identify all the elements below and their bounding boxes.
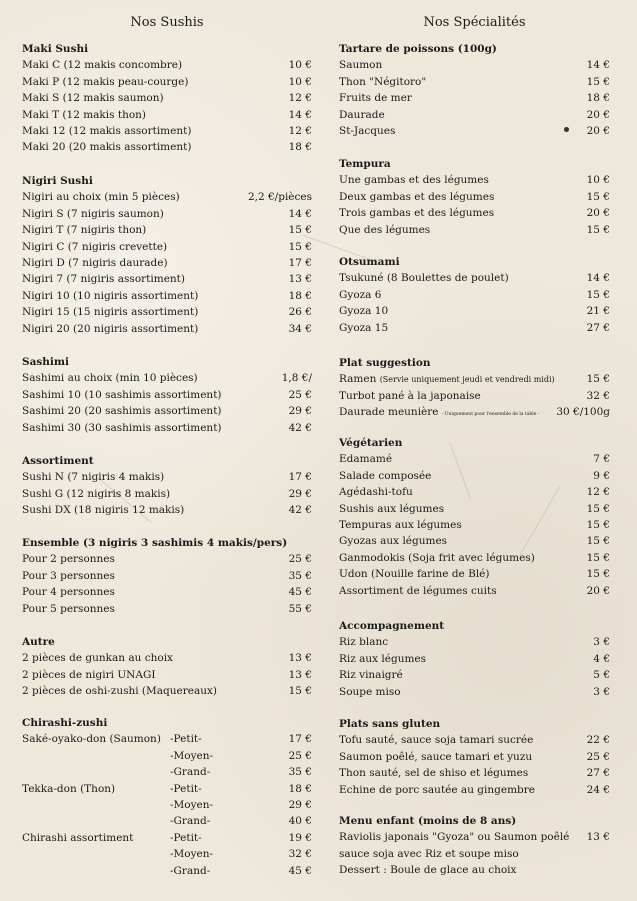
menu-item (22, 731, 312, 747)
item-size: -Moyen- (170, 798, 214, 811)
item-price: 27 € (586, 767, 610, 780)
menu-item (22, 90, 312, 106)
item-price: 45 € (288, 864, 312, 877)
item-name: Pour 5 personnes (22, 602, 115, 615)
item-name: Gyoza 15 (339, 321, 389, 334)
section-title: Nigiri Sushi (22, 175, 93, 187)
item-price: 25 € (288, 749, 312, 762)
item-price: 29 € (288, 798, 312, 811)
item-name: Riz blanc (339, 636, 389, 649)
item-price: 25 € (288, 553, 312, 566)
item-price: 15 € (586, 568, 610, 581)
item-price: 34 € (288, 322, 312, 335)
item-name: Trois gambas et des légumes (339, 207, 495, 220)
menu-item (339, 550, 610, 566)
menu-item (22, 239, 312, 255)
section-title: Assortiment (22, 455, 94, 467)
item-name: Riz vinaigré (339, 669, 403, 682)
item-name: Une gambas et des légumes (339, 174, 489, 187)
menu-section (339, 813, 610, 879)
item-price: 17 € (288, 733, 312, 746)
item-price: 40 € (288, 815, 312, 828)
menu-item (22, 830, 312, 846)
item-name: Tsukuné (8 Boulettes de poulet) (339, 272, 509, 285)
item-name: Riz aux légumes (339, 652, 427, 665)
menu-item (339, 765, 610, 781)
item-price: 10 € (586, 174, 610, 187)
menu-item (22, 271, 312, 287)
item-name: Maki P (12 makis peau-courge) (22, 75, 189, 88)
menu-item (339, 484, 610, 500)
item-price: 3 € (593, 636, 610, 649)
item-name: Sushi G (12 nigiris 8 makis) (22, 487, 171, 500)
item-price: 15 € (586, 190, 610, 203)
menu-section (22, 453, 312, 519)
item-name: Tekka-don (Thon) (22, 782, 116, 795)
menu-section (22, 715, 312, 879)
item-name: Deux gambas et des légumes (339, 190, 495, 203)
menu-section (339, 156, 610, 238)
section-title: Maki Sushi (22, 43, 89, 55)
section-title: Chirashi-zushi (22, 717, 108, 729)
menu-item (339, 404, 610, 420)
item-price: 15 € (586, 551, 610, 564)
item-price: 2,2 €/pièces (247, 191, 312, 204)
menu-item (339, 862, 610, 878)
item-name: Gyoza 6 (339, 288, 382, 301)
item-name: 2 pièces de oshi-zushi (Maquereaux) (22, 685, 218, 698)
menu-item (22, 764, 312, 780)
menu-item (339, 74, 610, 90)
item-price: 13 € (288, 668, 312, 681)
menu-item (339, 303, 610, 319)
menu-item (339, 684, 610, 700)
menu-section (22, 634, 312, 700)
menu-item (22, 551, 312, 567)
section-title: Végétarien (339, 437, 403, 449)
menu-item (22, 255, 312, 271)
menu-item (339, 270, 610, 286)
menu-item (339, 749, 610, 765)
item-name: Nigiri 10 (10 nigiris assortiment) (22, 289, 199, 302)
section-title: Menu enfant (moins de 8 ans) (339, 815, 517, 827)
item-note: (Servie uniquement jeudi et vendredi midi) (379, 375, 555, 385)
item-name: Pour 3 personnes (22, 569, 115, 582)
item-price: 15 € (586, 288, 610, 301)
menu-item (339, 222, 610, 238)
item-name: Sushi DX (18 nigiris 12 makis) (22, 504, 185, 517)
item-price: 12 € (586, 486, 610, 499)
item-note: - Uniquement pour l'ensemble de la table - (441, 412, 540, 418)
menu-section (339, 435, 610, 599)
item-price: 9 € (593, 469, 610, 482)
item-price: 27 € (586, 321, 610, 334)
menu-item (339, 829, 610, 845)
menu-item (339, 566, 610, 582)
menu-item (22, 403, 312, 419)
menu-item (339, 583, 610, 599)
item-price: 32 € (288, 848, 312, 861)
item-name: Saké-oyako-don (Saumon) (22, 733, 161, 746)
item-name: Tempuras aux légumes (339, 518, 462, 531)
item-size: -Petit- (170, 733, 202, 746)
menu-item (22, 797, 312, 813)
item-price: 5 € (593, 669, 610, 682)
menu-item (339, 517, 610, 533)
item-name: 2 pièces de gunkan au choix (22, 652, 173, 665)
item-name: sauce soja avec Riz et soupe miso (339, 847, 519, 860)
menu-section (339, 355, 610, 421)
menu-item (339, 388, 610, 404)
section-title: Tartare de poissons (100g) (339, 43, 497, 55)
menu-item (22, 139, 312, 155)
menu-item (22, 683, 312, 699)
item-name: Dessert : Boule de glace au choix (339, 864, 517, 877)
item-price: 18 € (586, 92, 610, 105)
menu-item (22, 123, 312, 139)
item-name: Edamamé (339, 453, 393, 466)
menu-item (339, 667, 610, 683)
item-name: Nigiri 15 (15 nigiris assortiment) (22, 306, 199, 319)
menu-item (339, 205, 610, 221)
item-name: Assortiment de légumes cuits (339, 584, 497, 597)
item-price: 13 € (288, 273, 312, 286)
menu-item (22, 650, 312, 666)
menu-item (22, 57, 312, 73)
item-price: 22 € (586, 734, 610, 747)
section-title: Autre (22, 636, 55, 648)
item-name: Thon "Négitoro" (339, 75, 427, 88)
menu-item (22, 781, 312, 797)
item-price: 19 € (288, 831, 312, 844)
menu-item (339, 123, 610, 139)
item-name: Maki C (12 makis concombre) (22, 59, 183, 72)
item-name: Nigiri D (7 nigiris daurade) (22, 256, 168, 269)
item-size: -Moyen- (170, 848, 214, 861)
item-name: Saumon poêlé, sauce tamari et yuzu (339, 750, 533, 763)
item-name: Maki T (12 makis thon) (22, 108, 147, 121)
item-name: Chirashi assortiment (22, 831, 134, 844)
menu-item (339, 172, 610, 188)
item-price: 29 € (288, 405, 312, 418)
item-price: 55 € (288, 602, 312, 615)
item-name: Sashimi au choix (min 10 pièces) (22, 372, 198, 385)
menu-item (22, 206, 312, 222)
section-title: Plats sans gluten (339, 718, 441, 730)
menu-item (22, 863, 312, 879)
section-title: Sashimi (22, 356, 70, 368)
menu-section (339, 254, 610, 336)
item-name: Gyozas aux légumes (339, 535, 448, 548)
section-title: Ensemble (3 nigiris 3 sashimis 4 makis/pers) (22, 537, 288, 549)
menu-item (22, 222, 312, 238)
item-price: 20 € (586, 207, 610, 220)
item-price: 30 €/100g (556, 406, 610, 419)
item-name: Sashimi 20 (20 sashimis assortiment) (22, 405, 222, 418)
menu-item (22, 667, 312, 683)
item-name: Udon (Nouille farine de Blé) (339, 568, 490, 581)
menu-item (22, 748, 312, 764)
menu-section (339, 41, 610, 139)
menu-item (22, 189, 312, 205)
item-name: Que des légumes (339, 223, 431, 236)
item-name: Nigiri S (7 nigiris saumon) (22, 207, 164, 220)
item-name: Echine de porc sautée au gingembre (339, 783, 535, 796)
item-price: 17 € (288, 256, 312, 269)
item-price: 15 € (586, 373, 610, 386)
item-name: Pour 4 personnes (22, 586, 115, 599)
menu-item (22, 387, 312, 403)
item-price: 12 € (288, 92, 312, 105)
item-name: Maki 20 (20 makis assortiment) (22, 141, 192, 154)
menu-section (339, 716, 610, 798)
menu-section (339, 618, 610, 700)
item-name: Soupe miso (339, 685, 401, 698)
item-price: 14 € (586, 59, 610, 72)
menu-section (22, 41, 312, 156)
menu-item (22, 304, 312, 320)
item-name: Nigiri C (7 nigiris crevette) (22, 240, 168, 253)
item-name: Sashimi 30 (30 sashimis assortiment) (22, 421, 222, 434)
item-name: Nigiri 20 (20 nigiris assortiment) (22, 322, 199, 335)
menu-item (339, 189, 610, 205)
item-size: -Grand- (170, 766, 211, 779)
column-title-specialites: Nos Spécialités (423, 15, 526, 30)
item-price: 15 € (586, 535, 610, 548)
item-price: 20 € (586, 584, 610, 597)
menu-item (339, 57, 610, 73)
item-name: Tofu sauté, sauce soja tamari sucrée (339, 734, 534, 747)
menu-item (339, 782, 610, 798)
item-price: 21 € (586, 305, 610, 318)
column-title-sushis: Nos Sushis (130, 15, 204, 30)
item-size: -Moyen- (170, 749, 214, 762)
section-title: Otsumami (339, 256, 400, 268)
item-name: Nigiri 7 (7 nigiris assortiment) (22, 273, 185, 286)
menu-item (22, 107, 312, 123)
menu-item (339, 90, 610, 106)
item-size: -Petit- (170, 831, 202, 844)
item-price: 15 € (288, 240, 312, 253)
item-price: 15 € (288, 224, 312, 237)
item-price: 7 € (593, 453, 610, 466)
item-name: Fruits de mer (339, 92, 412, 105)
item-name: Thon sauté, sel de shiso et légumes (339, 767, 529, 780)
menu-item (22, 370, 312, 386)
item-price: 14 € (288, 108, 312, 121)
item-price: 13 € (288, 652, 312, 665)
section-title: Plat suggestion (339, 357, 431, 369)
item-price: 4 € (593, 652, 610, 665)
item-name: Pour 2 personnes (22, 553, 115, 566)
item-size: -Grand- (170, 815, 211, 828)
item-name: Sushi N (7 nigiris 4 makis) (22, 471, 165, 484)
item-size: -Grand- (170, 864, 211, 877)
item-price: 17 € (288, 471, 312, 484)
menu-item (339, 732, 610, 748)
menu-item (339, 320, 610, 336)
item-price: 42 € (288, 504, 312, 517)
menu-item (22, 846, 312, 862)
item-price: 3 € (593, 685, 610, 698)
item-name: Sashimi 10 (10 sashimis assortiment) (22, 388, 222, 401)
item-price: 18 € (288, 289, 312, 302)
item-price: 15 € (586, 75, 610, 88)
menu-item (22, 813, 312, 829)
item-name: Turbot pané à la japonaise (339, 389, 481, 402)
menu-item (339, 651, 610, 667)
section-title: Tempura (339, 158, 391, 170)
item-price: 14 € (288, 207, 312, 220)
item-price: 10 € (288, 75, 312, 88)
item-price: 42 € (288, 421, 312, 434)
item-name: Ganmodokis (Soja frit avec légumes) (339, 551, 535, 564)
item-name: Gyoza 10 (339, 305, 389, 318)
menu-item (339, 501, 610, 517)
item-name: Raviolis japonais "Gyoza" ou Saumon poêlé (339, 831, 570, 844)
item-price: 26 € (288, 306, 312, 319)
item-name: Daurade (339, 108, 385, 121)
section-title: Accompagnement (339, 620, 445, 632)
item-price: 1,8 €/ (281, 372, 312, 385)
item-price: 12 € (288, 124, 312, 137)
item-price: 15 € (586, 518, 610, 531)
item-price: 18 € (288, 782, 312, 795)
item-price: 25 € (288, 388, 312, 401)
menu-item (22, 584, 312, 600)
item-name: Nigiri T (7 nigiris thon) (22, 224, 147, 237)
item-price: 15 € (288, 685, 312, 698)
menu-item (339, 451, 610, 467)
item-name: Saumon (339, 59, 383, 72)
item-price: 25 € (586, 750, 610, 763)
menu-section (22, 354, 312, 436)
menu-item (339, 533, 610, 549)
menu-item (339, 107, 610, 123)
item-name: Daurade meunière - Uniquement pour l'ensemble de la table - (339, 406, 540, 419)
item-price: 32 € (586, 389, 610, 402)
menu-item (339, 371, 610, 387)
item-price: 14 € (586, 272, 610, 285)
menu-section (22, 173, 312, 337)
item-price: 20 € (586, 124, 610, 137)
item-size: -Petit- (170, 782, 202, 795)
menu-item (339, 634, 610, 650)
menu-item (22, 568, 312, 584)
item-name: Salade composée (339, 469, 432, 482)
item-name: Nigiri au choix (min 5 pièces) (22, 191, 180, 204)
menu-item (22, 486, 312, 502)
item-price: 35 € (288, 569, 312, 582)
menu-item (339, 468, 610, 484)
item-price: 15 € (586, 223, 610, 236)
menu-section (22, 535, 312, 617)
item-price: 15 € (586, 502, 610, 515)
menu-item (339, 846, 610, 862)
item-price: 45 € (288, 586, 312, 599)
item-name: Agédashi-tofu (339, 486, 413, 499)
item-price: 24 € (586, 783, 610, 796)
menu-item (22, 601, 312, 617)
item-price: 10 € (288, 59, 312, 72)
menu-item (22, 288, 312, 304)
item-name: Maki S (12 makis saumon) (22, 92, 164, 105)
item-price: 20 € (586, 108, 610, 121)
item-name: 2 pièces de nigiri UNAGI (22, 668, 156, 681)
item-price: 13 € (586, 831, 610, 844)
item-name: Sushis aux légumes (339, 502, 445, 515)
item-price: 29 € (288, 487, 312, 500)
item-price: 18 € (288, 141, 312, 154)
menu-item (22, 502, 312, 518)
menu-item (339, 287, 610, 303)
item-name: Ramen (Servie uniquement jeudi et vendredi midi) (339, 373, 555, 386)
menu-item (22, 420, 312, 436)
menu-item (22, 74, 312, 90)
item-name: Maki 12 (12 makis assortiment) (22, 124, 192, 137)
item-name: St-Jacques (339, 124, 396, 137)
item-price: 35 € (288, 766, 312, 779)
menu-item (22, 321, 312, 337)
menu-item (22, 469, 312, 485)
